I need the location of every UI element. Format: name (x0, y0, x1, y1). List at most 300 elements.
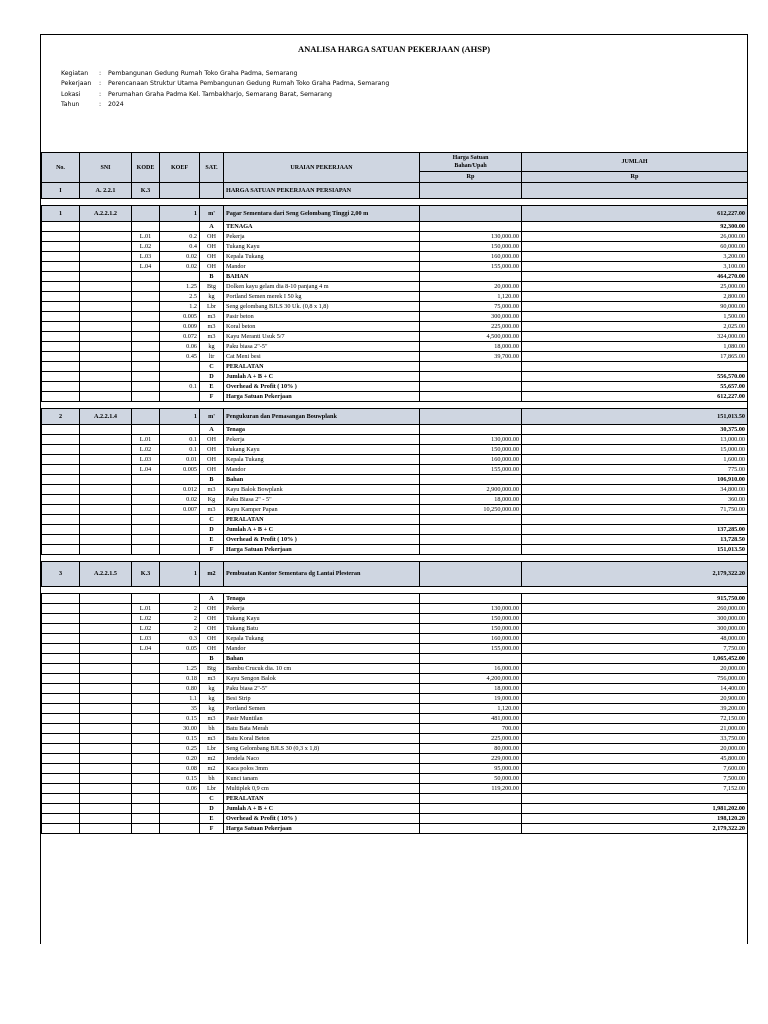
table-row (42, 292, 748, 302)
table-row (42, 724, 748, 734)
cell-kode (132, 704, 160, 714)
cell-harga: 150,000.00 (420, 445, 522, 455)
item-koef: 1 (160, 409, 200, 425)
table-row (42, 465, 748, 475)
table-row (42, 455, 748, 465)
cell-jumlah: 20,000.00 (522, 744, 748, 754)
cell-jumlah: 17,865.00 (522, 352, 748, 362)
cell-harga: 1,120.00 (420, 292, 522, 302)
cell-koef: 0.1 (160, 445, 200, 455)
cell-koef: 0.02 (160, 495, 200, 505)
cell-jumlah: 151,013.50 (522, 545, 748, 555)
cell-jumlah: 7,500.00 (522, 774, 748, 784)
cell-uraian: Seng gelombang BJLS 30 Uk. (0,8 x 1,8) (224, 302, 420, 312)
table-row (42, 435, 748, 445)
cell-koef (160, 475, 200, 485)
cell-sat: kg (200, 292, 224, 302)
cell-jumlah: 1,600.00 (522, 455, 748, 465)
cell-uraian: Batu Koral Beton (224, 734, 420, 744)
cell-sat: bh (200, 724, 224, 734)
cell-koef: 1.2 (160, 302, 200, 312)
cell-sat: kg (200, 684, 224, 694)
cell-kode (132, 764, 160, 774)
cell-jumlah: 14,400.00 (522, 684, 748, 694)
header-no: No. (42, 153, 80, 183)
table-row (42, 784, 748, 794)
cell-koef (160, 804, 200, 814)
cell-harga: 481,000.00 (420, 714, 522, 724)
cell-koef: 2 (160, 604, 200, 614)
cell-uraian: Kayu Meranti Usuk 5/7 (224, 332, 420, 342)
header-sni: SNI (80, 153, 132, 183)
group-row (42, 545, 748, 555)
cell-kode (132, 594, 160, 604)
cell-harga (420, 535, 522, 545)
cell-kode (132, 545, 160, 555)
cell-uraian: Multiplek 0,9 cm (224, 784, 420, 794)
table-row (42, 704, 748, 714)
spacer-row (42, 587, 748, 594)
cell-jumlah: 20,900.00 (522, 694, 748, 704)
cell-sat: OH (200, 604, 224, 614)
cell-sat: m3 (200, 505, 224, 515)
cell-sat: OH (200, 624, 224, 634)
group-row (42, 654, 748, 664)
cell-kode: L.03 (132, 252, 160, 262)
cell-kode: L.04 (132, 644, 160, 654)
cell-sat: Lbr (200, 744, 224, 754)
cell-uraian: Kayu Sengon Balok (224, 674, 420, 684)
cell-harga (420, 594, 522, 604)
section-row: I A. 2.2.1 K.3 HARGA SATUAN PEKERJAAN PERSIAPAN (42, 183, 748, 199)
cell-uraian: PERALATAN (224, 515, 420, 525)
item-koef: 1 (160, 206, 200, 222)
cell-sat: C (200, 794, 224, 804)
cell-sat: A (200, 222, 224, 232)
cell-jumlah: 7,600.00 (522, 764, 748, 774)
cell-jumlah: 72,150.00 (522, 714, 748, 724)
cell-jumlah: 13,728.50 (522, 535, 748, 545)
table-row (42, 764, 748, 774)
cell-uraian: Tukang Kayu (224, 445, 420, 455)
cell-kode (132, 774, 160, 784)
table-row (42, 242, 748, 252)
cell-kode (132, 332, 160, 342)
cell-kode (132, 495, 160, 505)
cell-uraian: Bambu Crucuk dia. 10 cm (224, 664, 420, 674)
cell-uraian: Pasir beton (224, 312, 420, 322)
cell-harga (420, 425, 522, 435)
table-row (42, 624, 748, 634)
cell-harga: 160,000.00 (420, 455, 522, 465)
cell-uraian: Dolken kayu gelam dia 8-10 panjang 4 m (224, 282, 420, 292)
cell-koef: 0.18 (160, 674, 200, 684)
cell-kode: L.02 (132, 614, 160, 624)
cell-uraian: Bahan (224, 475, 420, 485)
table-row (42, 302, 748, 312)
cell-jumlah: 464,270.00 (522, 272, 748, 282)
cell-sat: m3 (200, 734, 224, 744)
cell-sat: OH (200, 262, 224, 272)
cell-harga: 18,000.00 (420, 495, 522, 505)
cell-kode: L.03 (132, 455, 160, 465)
cell-koef: 0.02 (160, 252, 200, 262)
table-row (42, 744, 748, 754)
group-row (42, 362, 748, 372)
group-row (42, 515, 748, 525)
cell-jumlah: 1,080.00 (522, 342, 748, 352)
cell-sat: D (200, 525, 224, 535)
cell-kode (132, 342, 160, 352)
cell-kode (132, 515, 160, 525)
cell-kode: L.01 (132, 604, 160, 614)
cell-harga: 16,000.00 (420, 664, 522, 674)
cell-uraian: Overhead & Profit ( 10% ) (224, 535, 420, 545)
cell-kode (132, 282, 160, 292)
cell-kode (132, 714, 160, 724)
table-row (42, 714, 748, 724)
cell-uraian: Tenaga (224, 594, 420, 604)
cell-kode (132, 754, 160, 764)
table-row (42, 495, 748, 505)
cell-koef: 0.005 (160, 312, 200, 322)
table-row (42, 694, 748, 704)
cell-harga: 75,000.00 (420, 302, 522, 312)
cell-koef: 0.009 (160, 322, 200, 332)
cell-jumlah: 60,000.00 (522, 242, 748, 252)
cell-harga (420, 545, 522, 555)
item-header-row (42, 206, 748, 222)
cell-koef: 2 (160, 624, 200, 634)
cell-koef: 0.1 (160, 382, 200, 392)
cell-sat: m3 (200, 485, 224, 495)
cell-uraian: Besi Strip (224, 694, 420, 704)
cell-kode (132, 794, 160, 804)
cell-kode (132, 784, 160, 794)
header-uraian: URAIAN PEKERJAAN (224, 153, 420, 183)
cell-uraian: Kepala Tukang (224, 634, 420, 644)
cell-kode (132, 352, 160, 362)
item-total: 2,179,322.20 (522, 562, 748, 587)
cell-uraian: Tenaga (224, 425, 420, 435)
cell-sat: m2 (200, 764, 224, 774)
table-row (42, 445, 748, 455)
table-body (42, 183, 748, 834)
cell-kode (132, 674, 160, 684)
cell-kode (132, 322, 160, 332)
header-harga-satuan: Harga Satuan Bahan/Upah (420, 153, 522, 172)
group-row (42, 222, 748, 232)
cell-uraian: Kepala Tukang (224, 252, 420, 262)
cell-sat: kg (200, 704, 224, 714)
cell-uraian: Mandor (224, 465, 420, 475)
cell-kode (132, 744, 160, 754)
cell-kode: L.04 (132, 465, 160, 475)
cell-koef: 0.2 (160, 232, 200, 242)
spacer-row (42, 199, 748, 206)
cell-uraian: Pekerja (224, 232, 420, 242)
cell-sat: m3 (200, 322, 224, 332)
cell-sat: OH (200, 455, 224, 465)
group-row (42, 272, 748, 282)
cell-kode (132, 734, 160, 744)
item-header-row (42, 409, 748, 425)
group-row (42, 392, 748, 402)
ahsp-table (41, 152, 748, 834)
cell-uraian: Harga Satuan Pekerjaan (224, 392, 420, 402)
cell-koef (160, 425, 200, 435)
cell-jumlah: 915,750.00 (522, 594, 748, 604)
cell-sat: B (200, 475, 224, 485)
cell-koef (160, 525, 200, 535)
cell-sat: E (200, 535, 224, 545)
item-uraian: Pengukuran dan Pemasangan Bouwplank (224, 409, 420, 425)
cell-harga (420, 824, 522, 834)
table-row (42, 664, 748, 674)
cell-uraian: Cat Meni besi (224, 352, 420, 362)
header-rp: Rp (420, 172, 522, 183)
cell-kode: L.01 (132, 232, 160, 242)
group-row (42, 525, 748, 535)
item-sat: m' (200, 409, 224, 425)
cell-uraian: Kayu Kamper Papan (224, 505, 420, 515)
cell-uraian: Bahan (224, 654, 420, 664)
cell-sat: Btg (200, 282, 224, 292)
cell-uraian: Portland Semen merek I 50 kg (224, 292, 420, 302)
table-row (42, 312, 748, 322)
cell-sat: OH (200, 644, 224, 654)
header-kode: KODE (132, 153, 160, 183)
cell-uraian: Kunci tanam (224, 774, 420, 784)
cell-harga: 2,900,000.00 (420, 485, 522, 495)
cell-kode (132, 372, 160, 382)
cell-uraian: Pasir Muntilan (224, 714, 420, 724)
cell-jumlah: 92,300.00 (522, 222, 748, 232)
cell-koef (160, 794, 200, 804)
cell-uraian: PERALATAN (224, 794, 420, 804)
cell-jumlah: 360.00 (522, 495, 748, 505)
cell-koef: 1.25 (160, 664, 200, 674)
cell-kode (132, 222, 160, 232)
header-sat: SAT. (200, 153, 224, 183)
cell-jumlah (522, 794, 748, 804)
cell-uraian: Jumlah A + B + C (224, 804, 420, 814)
cell-kode (132, 425, 160, 435)
cell-harga: 155,000.00 (420, 262, 522, 272)
cell-koef (160, 362, 200, 372)
cell-koef (160, 814, 200, 824)
cell-harga: 50,000.00 (420, 774, 522, 784)
cell-sat: OH (200, 242, 224, 252)
group-row (42, 794, 748, 804)
cell-harga (420, 794, 522, 804)
cell-koef (160, 654, 200, 664)
cell-sat: OH (200, 252, 224, 262)
cell-koef: 1.25 (160, 282, 200, 292)
cell-sat: m3 (200, 312, 224, 322)
cell-jumlah: 2,025.00 (522, 322, 748, 332)
cell-koef: 0.05 (160, 644, 200, 654)
cell-sat: C (200, 362, 224, 372)
cell-harga (420, 272, 522, 282)
cell-kode (132, 814, 160, 824)
cell-kode (132, 312, 160, 322)
cell-koef: 0.005 (160, 465, 200, 475)
cell-koef: 0.20 (160, 754, 200, 764)
cell-sat: m3 (200, 332, 224, 342)
table-row (42, 614, 748, 624)
cell-koef (160, 222, 200, 232)
cell-sat: D (200, 804, 224, 814)
cell-jumlah: 1,981,202.00 (522, 804, 748, 814)
cell-sat: Btg (200, 664, 224, 674)
cell-koef: 2 (160, 614, 200, 624)
table-row (42, 754, 748, 764)
cell-sat: E (200, 382, 224, 392)
cell-kode: L.02 (132, 242, 160, 252)
cell-uraian: Kayu Balok Bowplank (224, 485, 420, 495)
meta-row: Tahun : 2024 (61, 100, 124, 108)
cell-harga: 229,000.00 (420, 754, 522, 764)
cell-koef: 1.1 (160, 694, 200, 704)
cell-koef: 0.15 (160, 714, 200, 724)
cell-koef (160, 272, 200, 282)
cell-jumlah: 3,200.00 (522, 252, 748, 262)
cell-harga (420, 654, 522, 664)
cell-harga: 700.00 (420, 724, 522, 734)
group-row (42, 814, 748, 824)
cell-jumlah: 13,000.00 (522, 435, 748, 445)
cell-jumlah: 1,500.00 (522, 312, 748, 322)
cell-koef: 35 (160, 704, 200, 714)
table-row (42, 734, 748, 744)
cell-harga: 10,250,000.00 (420, 505, 522, 515)
cell-sat: F (200, 824, 224, 834)
cell-uraian: Kaca polos 3mm (224, 764, 420, 774)
cell-harga (420, 814, 522, 824)
cell-jumlah: 1,065,452.00 (522, 654, 748, 664)
cell-uraian: PERALATAN (224, 362, 420, 372)
cell-sat: F (200, 545, 224, 555)
cell-sat: A (200, 425, 224, 435)
item-no: 3 (42, 562, 80, 587)
cell-uraian: Kepala Tukang (224, 455, 420, 465)
cell-harga: 80,000.00 (420, 744, 522, 754)
cell-jumlah: 15,000.00 (522, 445, 748, 455)
meta-row: Kegiatan : Pembangunan Gedung Rumah Toko Graha Padma, Semarang (61, 70, 298, 77)
cell-harga: 19,000.00 (420, 694, 522, 704)
cell-harga: 4,500,000.00 (420, 332, 522, 342)
cell-jumlah: 55,657.00 (522, 382, 748, 392)
cell-kode: L.02 (132, 624, 160, 634)
cell-sat: OH (200, 614, 224, 624)
cell-kode (132, 272, 160, 282)
cell-harga: 130,000.00 (420, 232, 522, 242)
cell-koef (160, 824, 200, 834)
cell-harga: 150,000.00 (420, 614, 522, 624)
cell-jumlah (522, 362, 748, 372)
cell-sat: B (200, 272, 224, 282)
table-row (42, 332, 748, 342)
group-row (42, 824, 748, 834)
cell-koef: 0.02 (160, 262, 200, 272)
cell-kode (132, 824, 160, 834)
cell-sat: bh (200, 774, 224, 784)
cell-koef: 0.007 (160, 505, 200, 515)
cell-koef: 0.25 (160, 744, 200, 754)
table-row (42, 322, 748, 332)
table-row (42, 774, 748, 784)
document-meta (61, 69, 389, 110)
cell-jumlah: 756,000.00 (522, 674, 748, 684)
cell-kode (132, 505, 160, 515)
item-uraian: Pembuatan Kantor Sementara dg Lantai Plesteran (224, 562, 420, 587)
cell-jumlah: 324,000.00 (522, 332, 748, 342)
cell-sat: kg (200, 694, 224, 704)
cell-sat: kg (200, 342, 224, 352)
cell-harga: 18,000.00 (420, 342, 522, 352)
cell-uraian: Paku biasa 2"-5" (224, 684, 420, 694)
cell-uraian: Portland Semen (224, 704, 420, 714)
meta-row: Pekerjaan : Perencanaan Struktur Utama Pembangunan Gedung Rumah Toko Graha Padma, Semarang (61, 80, 390, 88)
table-row (42, 262, 748, 272)
cell-uraian: Harga Satuan Pekerjaan (224, 545, 420, 555)
item-uraian: Pagar Sementara dari Seng Gelombang Tinggi 2,00 m (224, 206, 420, 222)
table-row (42, 674, 748, 684)
cell-jumlah: 39,200.00 (522, 704, 748, 714)
cell-sat: Lbr (200, 302, 224, 312)
group-row (42, 425, 748, 435)
cell-jumlah: 7,750.00 (522, 644, 748, 654)
cell-kode (132, 664, 160, 674)
cell-jumlah: 556,570.00 (522, 372, 748, 382)
cell-sat: C (200, 515, 224, 525)
cell-harga: 155,000.00 (420, 465, 522, 475)
table-row (42, 634, 748, 644)
document-title: ANALISA HARGA SATUAN PEKERJAAN (AHSP) (297, 44, 491, 54)
cell-sat: ltr (200, 352, 224, 362)
cell-koef (160, 594, 200, 604)
cell-harga: 300,000.00 (420, 312, 522, 322)
cell-uraian: Tukang Batu (224, 624, 420, 634)
cell-uraian: Batu Bata Merah (224, 724, 420, 734)
group-row (42, 535, 748, 545)
ahsp-sheet (40, 34, 748, 944)
item-kode (132, 206, 160, 222)
cell-uraian: TENAGA (224, 222, 420, 232)
cell-harga: 1,120.00 (420, 704, 522, 714)
cell-jumlah: 3,100.00 (522, 262, 748, 272)
cell-uraian: Overhead & Profit ( 10% ) (224, 814, 420, 824)
table-row (42, 232, 748, 242)
cell-jumlah: 25,000.00 (522, 282, 748, 292)
cell-jumlah: 21,000.00 (522, 724, 748, 734)
cell-uraian: Tukang Kayu (224, 242, 420, 252)
cell-koef (160, 535, 200, 545)
cell-kode (132, 362, 160, 372)
cell-jumlah: 33,750.00 (522, 734, 748, 744)
cell-sat: Lbr (200, 784, 224, 794)
table-row (42, 684, 748, 694)
cell-jumlah: 48,000.00 (522, 634, 748, 644)
cell-kode: L.01 (132, 435, 160, 445)
cell-uraian: Harga Satuan Pekerjaan (224, 824, 420, 834)
cell-harga (420, 525, 522, 535)
cell-uraian: Koral beton (224, 322, 420, 332)
cell-jumlah: 2,179,322.20 (522, 824, 748, 834)
cell-harga: 119,200.00 (420, 784, 522, 794)
cell-jumlah: 20,000.00 (522, 664, 748, 674)
